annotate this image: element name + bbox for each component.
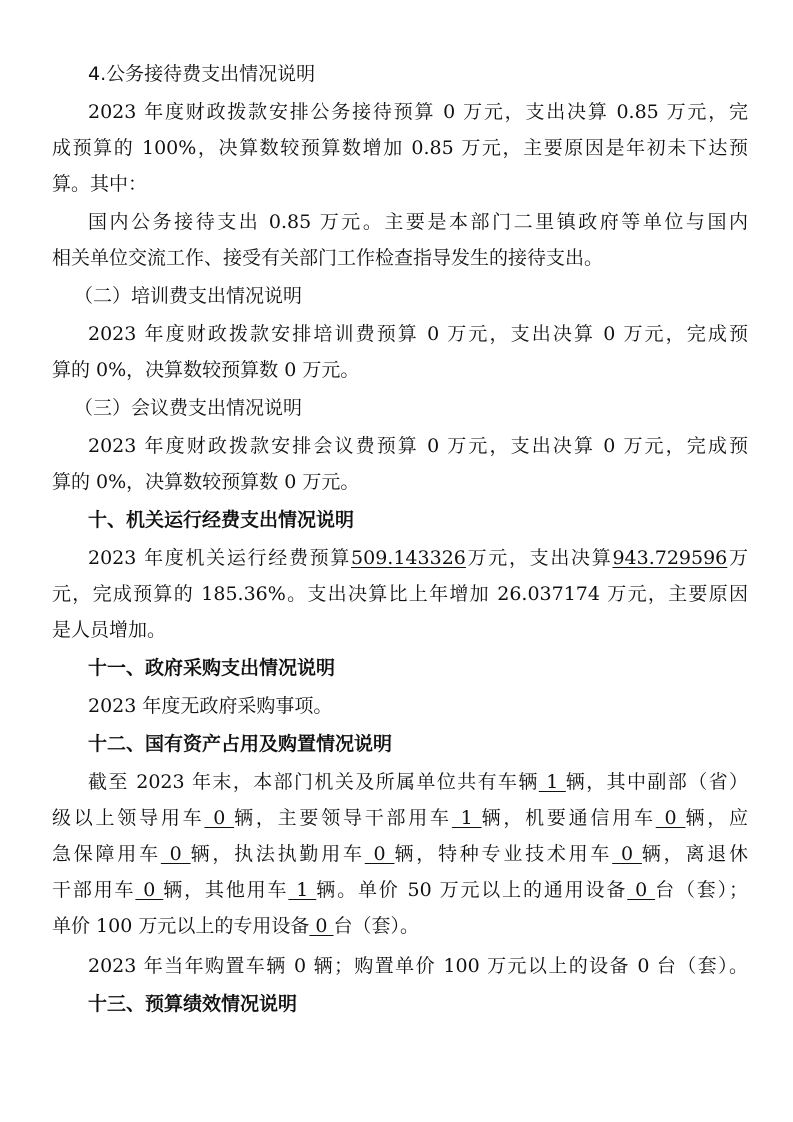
paragraph-line: 算的 0%，决算数较预算数 0 万元。 <box>52 359 360 381</box>
text-span: 辆，离退休 <box>641 843 748 865</box>
paragraph-line <box>88 770 748 794</box>
paragraph-line: 元，完成预算的 185.36%。支出决算比上年增加 26.037174 万元，主要原因 <box>52 583 748 605</box>
text-span: 2023 年度机关运行经费预算 <box>88 547 352 569</box>
equipment-count: 0 <box>309 915 334 937</box>
paragraph-line: 国内公务接待支出 0.85 万元。主要是本部门二里镇政府等单位与国内 <box>88 211 748 233</box>
text-span: 辆，其中副部（省） <box>565 771 748 793</box>
text-span: 单价 100 万元以上的专用设备 <box>52 915 310 937</box>
paragraph-line: 2023 年度无政府采购事项。 <box>88 695 333 717</box>
equipment-count: 0 <box>627 879 656 901</box>
text-span: 万 <box>727 547 748 569</box>
vehicle-count: 0 <box>135 879 164 901</box>
paragraph-line <box>52 914 748 938</box>
vehicle-count: 0 <box>655 807 686 829</box>
actual-amount: 943.729596 <box>612 547 728 569</box>
text-span: 万元，支出决算 <box>465 547 613 569</box>
vehicle-count: 1 <box>288 879 317 901</box>
paragraph-line: 成预算的 100%，决算数较预算数增加 0.85 万元，主要原因是年初未下达预 <box>52 137 748 159</box>
text-span: 辆，应 <box>685 807 748 829</box>
paragraph-line <box>52 878 748 902</box>
paragraph-line <box>88 546 748 570</box>
paragraph-line: 是人员增加。 <box>52 619 167 641</box>
vehicle-count: 1 <box>451 807 482 829</box>
section-heading-meeting: （三）会议费支出情况说明 <box>74 397 303 419</box>
section-heading-assets: 十二、国有资产占用及购置情况说明 <box>88 733 393 755</box>
paragraph-line: 2023 年当年购置车辆 0 辆；购置单价 100 万元以上的设备 0 台（套）。 <box>88 955 748 977</box>
paragraph-line: 2023 年度财政拨款安排会议费预算 0 万元，支出决算 0 万元，完成预 <box>88 435 748 457</box>
text-span: 辆，特种专业技术用车 <box>394 843 613 865</box>
text-span: 截至 2023 年末，本部门机关及所属单位共有车辆 <box>88 771 539 793</box>
vehicle-count: 0 <box>612 843 642 865</box>
paragraph-line: 2023 年度财政拨款安排公务接待预算 0 万元，支出决算 0.85 万元，完 <box>88 101 748 123</box>
text-span: 辆，主要领导干部用车 <box>234 807 452 829</box>
text-span: 台（套）。 <box>333 915 420 937</box>
section-heading-performance: 十三、预算绩效情况说明 <box>88 993 298 1015</box>
section-heading-operating-expenses: 十、机关运行经费支出情况说明 <box>88 509 355 531</box>
paragraph-line <box>52 842 748 866</box>
paragraph-line: 相关单位交流工作、接受有关部门工作检查指导发生的接待支出。 <box>52 247 604 269</box>
paragraph-line: 算。其中： <box>52 173 148 195</box>
text-span: 辆，其他用车 <box>163 879 289 901</box>
paragraph-line: 2023 年度财政拨款安排培训费预算 0 万元，支出决算 0 万元，完成预 <box>88 323 748 345</box>
text-span: 台（套）； <box>655 879 748 901</box>
vehicle-count: 0 <box>364 843 395 865</box>
paragraph-line: 算的 0%，决算数较预算数 0 万元。 <box>52 471 360 493</box>
text-span: 干部用车 <box>52 879 136 901</box>
text-span: 辆，机要通信用车 <box>481 807 656 829</box>
text-span: 急保障用车 <box>52 843 161 865</box>
vehicle-count: 0 <box>204 807 235 829</box>
text-span: 辆，执法执勤用车 <box>190 843 365 865</box>
text-span: 辆。单价 50 万元以上的通用设备 <box>316 879 628 901</box>
budget-amount: 509.143326 <box>351 547 466 569</box>
text-span: 级以上领导用车 <box>52 807 205 829</box>
section-heading-procurement: 十一、政府采购支出情况说明 <box>88 657 336 679</box>
paragraph-line <box>52 806 748 830</box>
vehicle-count: 1 <box>538 771 566 793</box>
section-heading-training: （二）培训费支出情况说明 <box>74 285 303 307</box>
vehicle-count: 0 <box>160 843 191 865</box>
section-heading-reception: 4.公务接待费支出情况说明 <box>88 63 316 85</box>
